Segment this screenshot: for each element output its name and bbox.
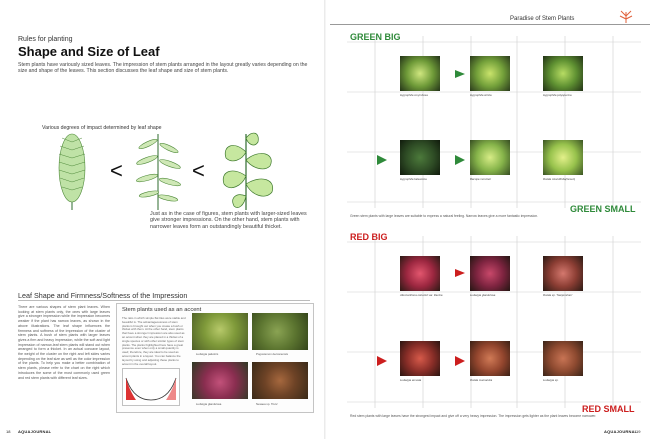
red-plant-photo-3 [543, 256, 583, 291]
red-plant-name-2: Ludwigia glandulosa [470, 293, 496, 297]
green-plant-name-5: Bacopa monnieri [470, 177, 491, 181]
red-plant-photo-4 [400, 341, 440, 376]
accent-box-text: The ratio in which simple flat tiles were stable and beautiful is. The advantageousness of stem plants is brought out when you create a bush or thicket with them. At the other hand, stem plants that have a stronger impression are also used as an accent when they are placed in a thicket of a single species or with other similar types of stem plants. The plants highlighted here have a great presence even when only a small quantity is used; therefore, they are ideal to be used as accent plants in a layout. You can balance the layout by using and adjusting these plants to accent in the overall layout. [122, 316, 186, 366]
green-plant-photo-6 [543, 140, 583, 175]
green-plant-photo-4 [400, 140, 440, 175]
green-plant-name-3: Hygrophila polysperma [543, 93, 572, 97]
red-big-label: RED BIG [350, 232, 388, 242]
green-plant-photo-3 [543, 56, 583, 91]
red-plant-name-6: Ludwigia sp. [543, 378, 559, 382]
green-plant-name-6: Rotala rotundifolia(Green) [543, 177, 576, 181]
left-folio: 18 [6, 429, 11, 434]
section2-title: Leaf Shape and Firmness/Softness of the Impression [18, 291, 188, 300]
accent-photo-1 [192, 313, 248, 350]
red-plant-photo-5 [470, 341, 510, 376]
narrow-leaf-plant-icon [136, 134, 182, 210]
green-plant-name-1: Hygrophila corymbosa [400, 93, 428, 97]
accent-box-title: Stem plants used as an accent [122, 307, 202, 313]
right-folio: 19 [636, 429, 641, 434]
fine-leaf-plant-icon [59, 134, 85, 210]
green-plant-name-2: Hygrophila stricta [470, 93, 492, 97]
large-leaf-plant-icon [223, 133, 272, 210]
section2-rule [18, 300, 310, 301]
accent-caption-2: Pogostemon deccanensis [256, 352, 289, 356]
green-plant-photo-2 [470, 56, 510, 91]
header-rule [330, 24, 650, 25]
red-small-label: RED SMALL [582, 404, 635, 414]
accent-photo-3 [192, 362, 248, 399]
green-plant-name-4: Hygrophila balsamica [400, 177, 427, 181]
intro-paragraph: Stem plants have variously sized leaves. The impression of stem plants arranged in the layout greatly varies depending on the size and shape of the leaves. This section discusses the leaf shape and size of stem plants. [18, 62, 308, 75]
accent-caption-1: Ludwigia palustris [196, 352, 219, 356]
red-grid-caption: Red stem plants with large leaves have the strongest impact and give off a very heavy impression. The impression gets lighter as the plant leaves become narrower. [350, 414, 597, 418]
leaf-shape-illustration [42, 130, 282, 212]
less-than-sign-2: < [192, 158, 205, 183]
left-brand: AQUAJOURNAL [18, 429, 52, 434]
red-plant-name-1: Alternanthera reineckii var. lilacina [400, 293, 443, 297]
red-plant-photo-1 [400, 256, 440, 291]
less-than-sign-1: < [110, 158, 123, 183]
red-plant-name-4: Ludwigia arcuata [400, 378, 422, 382]
section-kicker: Rules for planting [18, 36, 73, 43]
leaf-figure-caption: Various degrees of impact determined by leaf shape [42, 125, 162, 131]
green-grid-caption: Green stem plants with large leaves are suitable to express a natural feeling. Narrow leaves give a more fantastic impression. [350, 214, 539, 218]
accent-caption-4: Nesaea sp. 'Peru' [256, 402, 278, 406]
red-plant-name-5: Rotala macrandra [470, 378, 493, 382]
green-big-label: GREEN BIG [350, 32, 401, 42]
plant-logo-icon [618, 8, 634, 24]
page-gutter [324, 0, 326, 439]
concave-layout-diagram [122, 368, 180, 406]
green-plant-photo-5 [470, 140, 510, 175]
green-plant-photo-1 [400, 56, 440, 91]
right-brand: AQUAJOURNAL [604, 429, 638, 434]
leaf-size-paragraph: Just as in the case of figures, stem plants with larger-sized leaves give stronger impressions. On the other hand, stem plants with narrower leaves form an outstandingly beautiful thicket. [150, 211, 307, 230]
accent-photo-2 [252, 313, 308, 350]
red-plant-photo-2 [470, 256, 510, 291]
section2-body: There are various shapes of stem plant leaves. When looking at stem plants only, the ones with large leaves give a stronger impression while the impression becomes weaker if the plant has narrow leaves, as shown in the above illustrations. The leaf shape influences the firmness and softness of the impression of the cluster of stem plants. A bush of stem plants with larger leaves gives a firm and heavy impression, while the soft and light impression of narrow-leaf stem plants will stand out when arranged to form a thicket. In an actual concave layout, the weight of the cluster on the right and left sides varies depending on the leaf size as well as the color impression of the plants. To help you make a better combination of stem plants, please refer to the chart on the right which introduces the some of the most commonly used green and red stem plants with different leaf sizes. [18, 305, 110, 380]
green-small-label: GREEN SMALL [570, 204, 636, 214]
red-plant-photo-6 [543, 341, 583, 376]
page-title: Shape and Size of Leaf [18, 44, 160, 59]
accent-photo-4 [252, 362, 308, 399]
accent-caption-3: Ludwigia glandulosa [196, 402, 222, 406]
red-plant-name-3: Rotala sp. 'Nanjenshan' [543, 293, 573, 297]
right-running-header: Paradise of Stem Plants [510, 16, 575, 22]
